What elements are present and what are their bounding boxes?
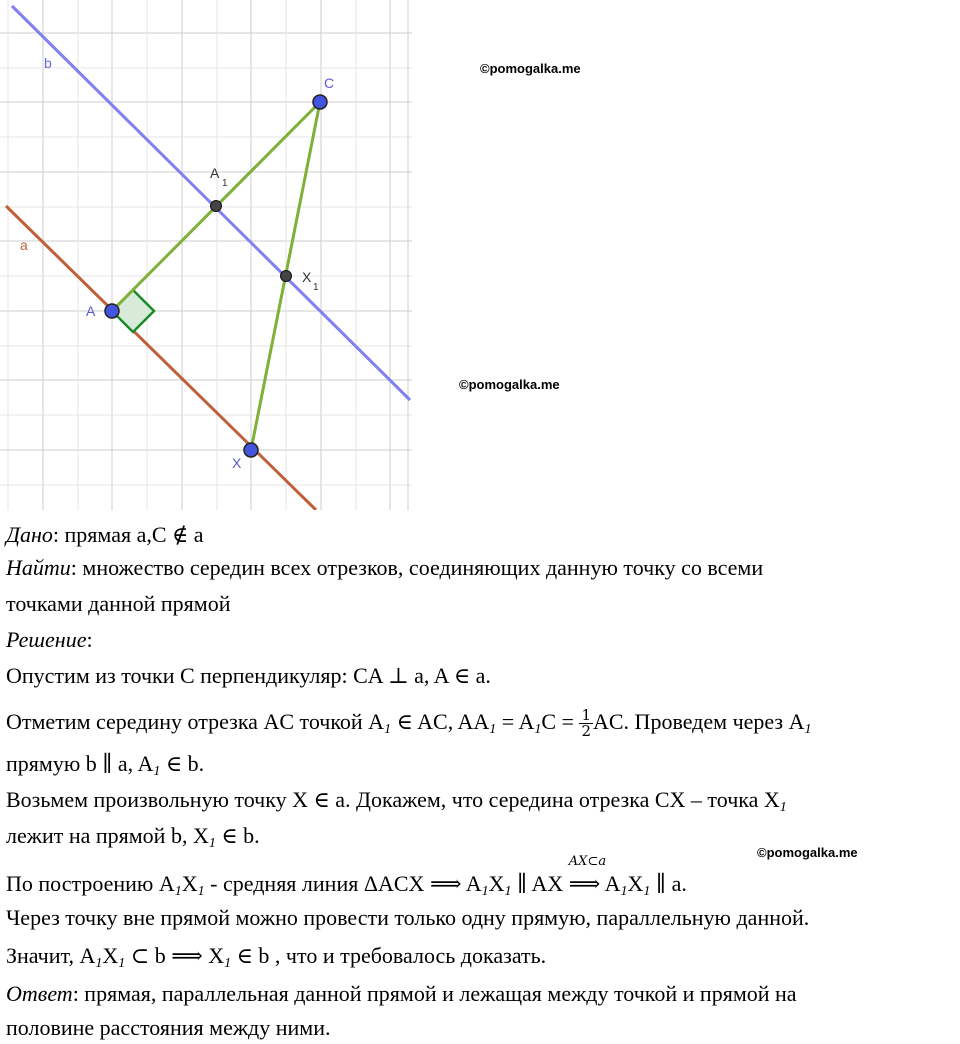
step-5-text: Через точку вне прямой можно провести только одну прямую, параллельную данной. (6, 905, 810, 930)
step-2b-post: ∈ b. (160, 751, 205, 776)
step-1 (6, 662, 491, 690)
subscript: 1 (95, 956, 103, 971)
step-4-x: X (181, 871, 198, 896)
step-4-x3: X (627, 871, 644, 896)
subscript: 1 (804, 722, 812, 737)
subscript: 1 (384, 722, 392, 737)
subscript: 1 (489, 722, 497, 737)
step-3a (6, 786, 787, 822)
subscript: 1 (197, 884, 205, 899)
label-point-A1-sub: 1 (222, 178, 228, 189)
point-X (244, 443, 258, 457)
subscript: 1 (224, 956, 232, 971)
step-6-pre: Значит, A (6, 943, 96, 968)
step-4-pre: По построению A (6, 871, 175, 896)
subscript: 1 (208, 836, 216, 851)
fraction-half (579, 708, 593, 739)
point-C (313, 95, 327, 109)
step-2a-mid: ∈ AC, AA (391, 709, 490, 734)
given-text: : прямая a,C ∉ a (52, 522, 204, 547)
step-3a-pre: Возьмем произвольную точку X ∈ a. Докажем, что середина отрезка CX – точка X (6, 787, 780, 812)
find-label: Найти (6, 555, 71, 580)
implies-condition: AX⊂a (568, 854, 607, 869)
step-4-mid: - средняя линия ΔACX ⟹ A (204, 871, 482, 896)
subscript: 1 (779, 800, 787, 815)
given-line (6, 521, 204, 549)
subscript: 1 (504, 884, 512, 899)
implies-over (568, 854, 607, 898)
find-line (6, 554, 763, 582)
step-1-text: Опустим из точки C перпендикуляр: CA ⊥ a, A ∈ a. (6, 663, 491, 688)
step-2a-eq: = A (496, 709, 535, 734)
step-6-post: ∈ b , что и требовалось доказать. (231, 943, 547, 968)
subscript: 1 (620, 884, 628, 899)
step-4-end: ∥ a. (650, 871, 687, 896)
step-2a-eq2: C = (541, 709, 580, 734)
label-point-X: X (232, 455, 242, 471)
fraction-numerator: 1 (581, 706, 591, 725)
label-point-X1-sub: 1 (313, 282, 319, 293)
geometry-figure (0, 0, 412, 510)
solution-line (6, 626, 93, 654)
answer-line-2 (6, 1014, 330, 1042)
step-2a-post: AC. Проведем через A (593, 709, 805, 734)
step-2b (6, 750, 204, 786)
step-6-mid: ⊂ b ⟹ X (125, 943, 225, 968)
point-A (105, 304, 119, 318)
subscript: 1 (153, 764, 161, 779)
step-4-post-a: A (600, 871, 621, 896)
step-4-mid2: ∥ AX (511, 871, 569, 896)
subscript: 1 (481, 884, 489, 899)
subscript: 1 (118, 956, 126, 971)
step-3b (6, 822, 260, 858)
step-2b-pre: прямую b ∥ a, A (6, 751, 154, 776)
label-point-A1: A (210, 165, 220, 181)
grid (0, 0, 412, 510)
implies-arrow: ⟹ (568, 871, 601, 896)
solution-colon: : (86, 627, 93, 652)
find-line-2 (6, 590, 231, 618)
step-2a-pre: Отметим середину отрезка AC точкой A (6, 709, 385, 734)
find-text: : множество середин всех отрезков, соединяющих данную точку со всеми (70, 555, 764, 580)
watermark: ©pomogalka.me (757, 845, 858, 860)
subscript: 1 (643, 884, 651, 899)
step-6 (6, 942, 546, 978)
given-label: Дано (6, 522, 53, 547)
label-line-b: b (44, 55, 52, 71)
step-6-x: X (102, 943, 119, 968)
label-point-A: A (86, 303, 96, 319)
label-point-X1: X (302, 269, 312, 285)
step-5 (6, 904, 809, 932)
answer-text: : прямая, параллельная данной прямой и лежащая между точкой и прямой на (72, 981, 797, 1006)
answer-line (6, 980, 797, 1008)
step-4 (6, 854, 687, 906)
step-4-x2: X (488, 871, 505, 896)
step-2a (6, 708, 812, 744)
answer-label: Ответ (6, 981, 73, 1006)
step-3b-post: ∈ b. (215, 823, 260, 848)
label-point-C: C (324, 75, 335, 91)
point-X1 (281, 271, 292, 282)
subscript: 1 (534, 722, 542, 737)
answer-text-2: половине расстояния между ними. (6, 1015, 331, 1040)
subscript: 1 (174, 884, 182, 899)
find-text-2: точками данной прямой (6, 591, 231, 616)
solution-label: Решение (6, 627, 87, 652)
fraction-denominator: 2 (581, 722, 591, 741)
label-line-a: a (20, 237, 28, 253)
watermark: ©pomogalka.me (480, 61, 581, 76)
step-3b-pre: лежит на прямой b, X (6, 823, 209, 848)
point-A1 (211, 201, 222, 212)
watermark: ©pomogalka.me (459, 377, 560, 392)
